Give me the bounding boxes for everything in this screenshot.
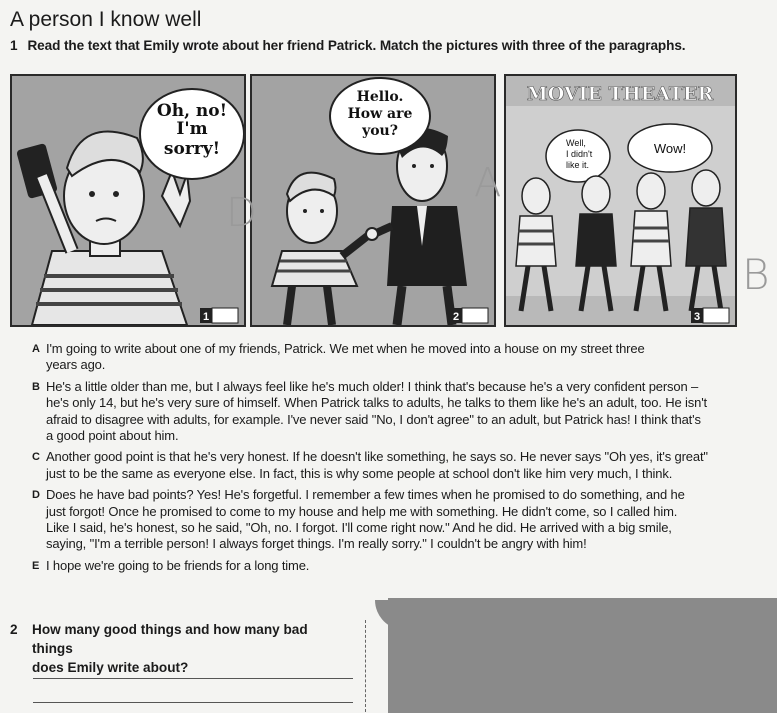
speech-panel-1-line-2: I'm [176, 119, 208, 139]
speech-panel-3a-line-1: Well, [566, 138, 586, 148]
paragraph-line: Another good point is that he's very honest. If he doesn't like something, he says so. He never says "Oh yes, it's great" [46, 449, 708, 465]
movie-theater-friends-illustration [506, 76, 735, 325]
column-divider [365, 620, 366, 712]
paragraph-letter: A [32, 343, 40, 355]
exercise-2-number: 2 [10, 622, 18, 637]
paragraph-letter: C [32, 451, 40, 464]
handwritten-answer-b: B [742, 250, 770, 299]
man-on-phone-illustration [12, 76, 244, 325]
panel-2-number: 2 [452, 311, 460, 323]
exercise-2-line-2: does Emily write about? [32, 660, 189, 675]
panel-3-number: 3 [693, 311, 701, 323]
speech-panel-3b: Wow! [653, 141, 687, 156]
paragraph-e [32, 558, 742, 574]
speech-panel-2-line-1: Hello. [356, 89, 404, 105]
handshake-illustration [252, 76, 494, 325]
paragraph-line: just forgot! Once he promised to come to my house and help me with something. He didn't come, so I called him. [46, 503, 678, 519]
paragraph-line: just to be the same as everyone else. In fact, this is why some people at school don't like him very much, I think. [46, 465, 673, 481]
paragraph-line: Does he have bad points? Yes! He's forgetful. I remember a few times when he promised to do something, and he [46, 487, 685, 503]
exercise-1-instruction [10, 38, 685, 53]
paragraph-d [32, 487, 742, 553]
speech-panel-2-line-2: How are [347, 106, 413, 122]
picture-panels [10, 74, 737, 327]
paragraph-line: years ago. [46, 357, 106, 373]
paragraph-list [32, 341, 742, 579]
page-title: A person I know well [10, 8, 202, 31]
paragraph-b [32, 379, 742, 445]
paragraph-line: Like I said, he's honest, so he said, "Oh, no. I forgot. I'll come right now." And he did. He arrived with a big smile, [46, 520, 672, 536]
exercise-1-number: 1 [10, 38, 18, 53]
paragraph-line: afraid to disagree with adults, for example. I've never said "No, I don't agree" to an adult, but Patrick has! I think that's [46, 411, 701, 427]
exercise-1-text: Read the text that Emily wrote about her friend Patrick. Match the pictures with three of the paragraphs. [27, 38, 686, 53]
answer-line-2[interactable] [33, 702, 353, 703]
speech-panel-3a-line-2: I didn't [566, 149, 593, 159]
paragraph-line: saying, "I'm a terrible person! I always forget things. I'm really sorry." I couldn't be angry with him! [46, 536, 587, 552]
handwritten-answer-d: D [226, 190, 257, 236]
paragraph-line: a good point about him. [46, 428, 179, 444]
redacted-area-edge [375, 600, 420, 630]
paragraph-letter: E [32, 559, 40, 572]
paragraph-letter: B [32, 380, 40, 393]
picture-panel-1 [10, 74, 246, 327]
paragraph-line: I'm going to write about one of my friends, Patrick. We met when he moved into a house on my street three [46, 341, 645, 356]
paragraph-a [32, 341, 742, 374]
panel-1-number: 1 [202, 311, 210, 323]
paragraph-line: He's a little older than me, but I always feel like he's much older! I think that's because he's a very confident person – [46, 378, 699, 394]
answer-line-1[interactable] [33, 678, 353, 679]
paragraph-line: I hope we're going to be friends for a long time. [46, 557, 310, 573]
speech-panel-1-line-3: sorry! [163, 139, 221, 159]
exercise-2-question [10, 620, 355, 677]
picture-panel-2 [250, 74, 496, 327]
picture-panel-3 [504, 74, 737, 327]
paragraph-c [32, 449, 742, 482]
exercise-2-line-1: How many good things and how many bad things [32, 622, 308, 656]
paragraph-line: he's only 14, but he's very sure of himself. When Patrick talks to adults, he talks to them like he's an adult, too. He isn't [46, 395, 708, 411]
speech-panel-1-line-1: Oh, no! [156, 101, 228, 121]
movie-theater-sign: MOVIE THEATER [526, 83, 714, 105]
speech-panel-3a-line-3: like it. [566, 160, 590, 170]
handwritten-answer-a: A [474, 160, 502, 206]
speech-panel-2-line-3: you? [362, 123, 398, 139]
redacted-area [388, 598, 777, 713]
paragraph-letter: D [32, 489, 40, 502]
